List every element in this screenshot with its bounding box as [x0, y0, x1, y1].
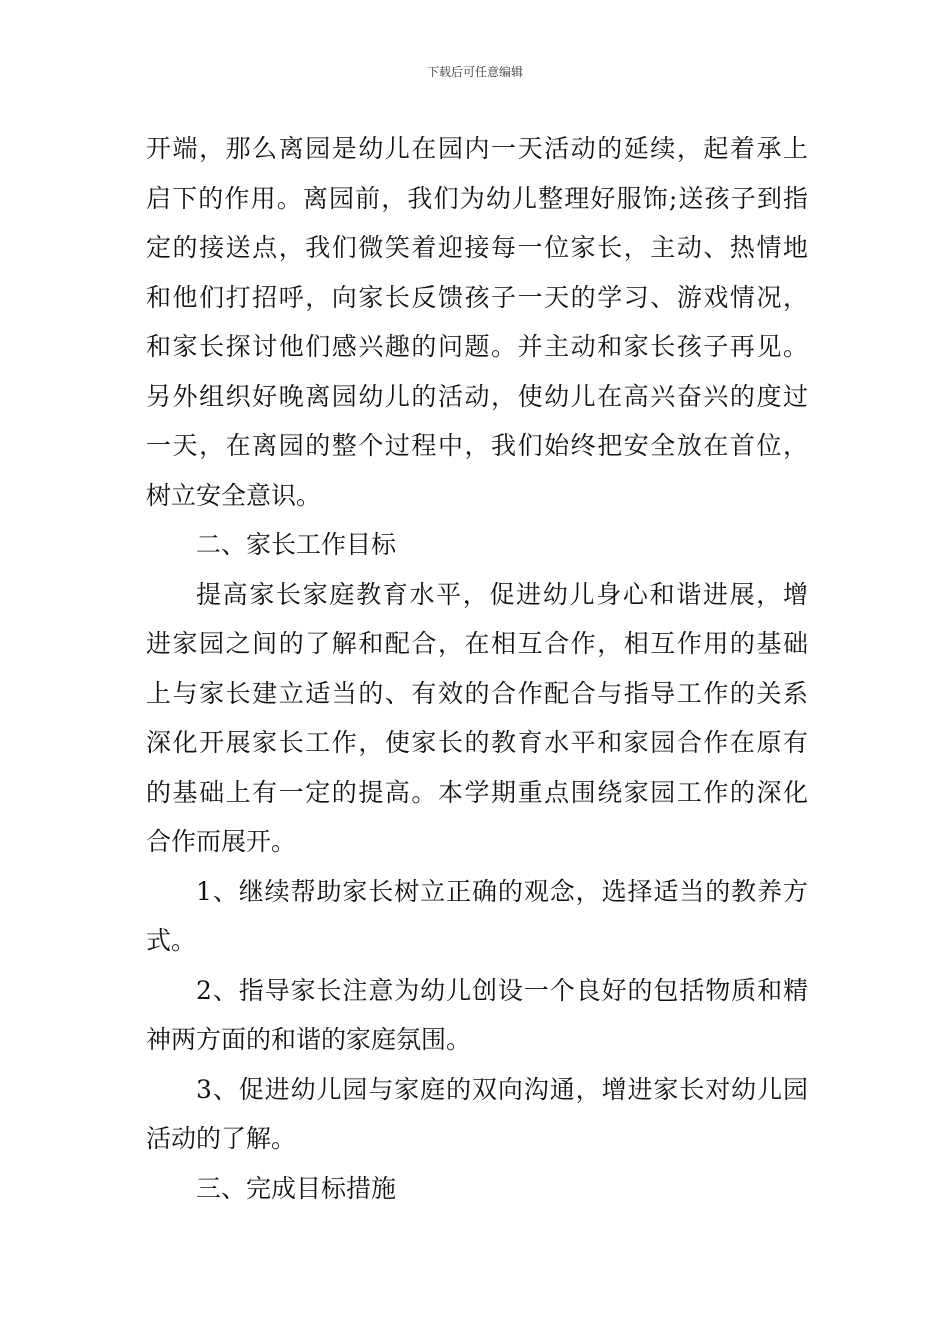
body-line: 启下的作用。离园前，我们为幼儿整理好服饰;送孩子到指	[146, 183, 808, 213]
body-line: 提高家长家庭教育水平，促进幼儿身心和谐进展，增	[196, 579, 808, 609]
section-heading: 三、完成目标措施	[196, 1173, 397, 1203]
body-line: 深化开展家长工作，使家长的教育水平和家园合作在原有	[146, 728, 808, 757]
body-line: 合作而展开。	[146, 827, 297, 856]
body-line: 和他们打招呼，向家长反馈孩子一天的学习、游戏情况，	[146, 282, 808, 312]
body-line: 树立安全意识。	[146, 480, 322, 510]
body-line: 定的接送点，我们微笑着迎接每一位家长，主动、热情地	[146, 233, 808, 262]
list-item-line: 神两方面的和谐的家庭氛围。	[146, 1025, 472, 1054]
body-line: 和家长探讨他们感兴趣的问题。并主动和家长孩子再见。	[146, 332, 808, 361]
page-header-note: 下载后可任意编辑	[426, 65, 523, 79]
section-heading: 二、家长工作目标	[196, 530, 397, 559]
body-line: 开端，那么离园是幼儿在园内一天活动的延续，起着承上	[146, 134, 808, 163]
document-body	[146, 124, 808, 1213]
list-item-line: 式。	[146, 926, 197, 955]
body-line: 另外组织好晚离园幼儿的活动，使幼儿在高兴奋兴的度过	[146, 381, 808, 411]
list-item-line: 1、继续帮助家长树立正确的观念，选择适当的教养方	[196, 876, 808, 906]
body-line: 的基础上有一定的提高。本学期重点围绕家园工作的深化	[146, 777, 808, 807]
body-line: 进家园之间的了解和配合，在相互合作，相互作用的基础	[146, 629, 808, 658]
body-line: 一天，在离园的整个过程中，我们始终把安全放在首位，	[146, 431, 808, 460]
list-item-line: 活动的了解。	[146, 1124, 297, 1153]
body-line: 上与家长建立适当的、有效的合作配合与指导工作的关系	[146, 678, 808, 708]
list-item-line: 2、指导家长注意为幼儿创设一个良好的包括物质和精	[196, 975, 808, 1005]
list-item-line: 3、促进幼儿园与家庭的双向沟通，增进家长对幼儿园	[196, 1074, 808, 1104]
